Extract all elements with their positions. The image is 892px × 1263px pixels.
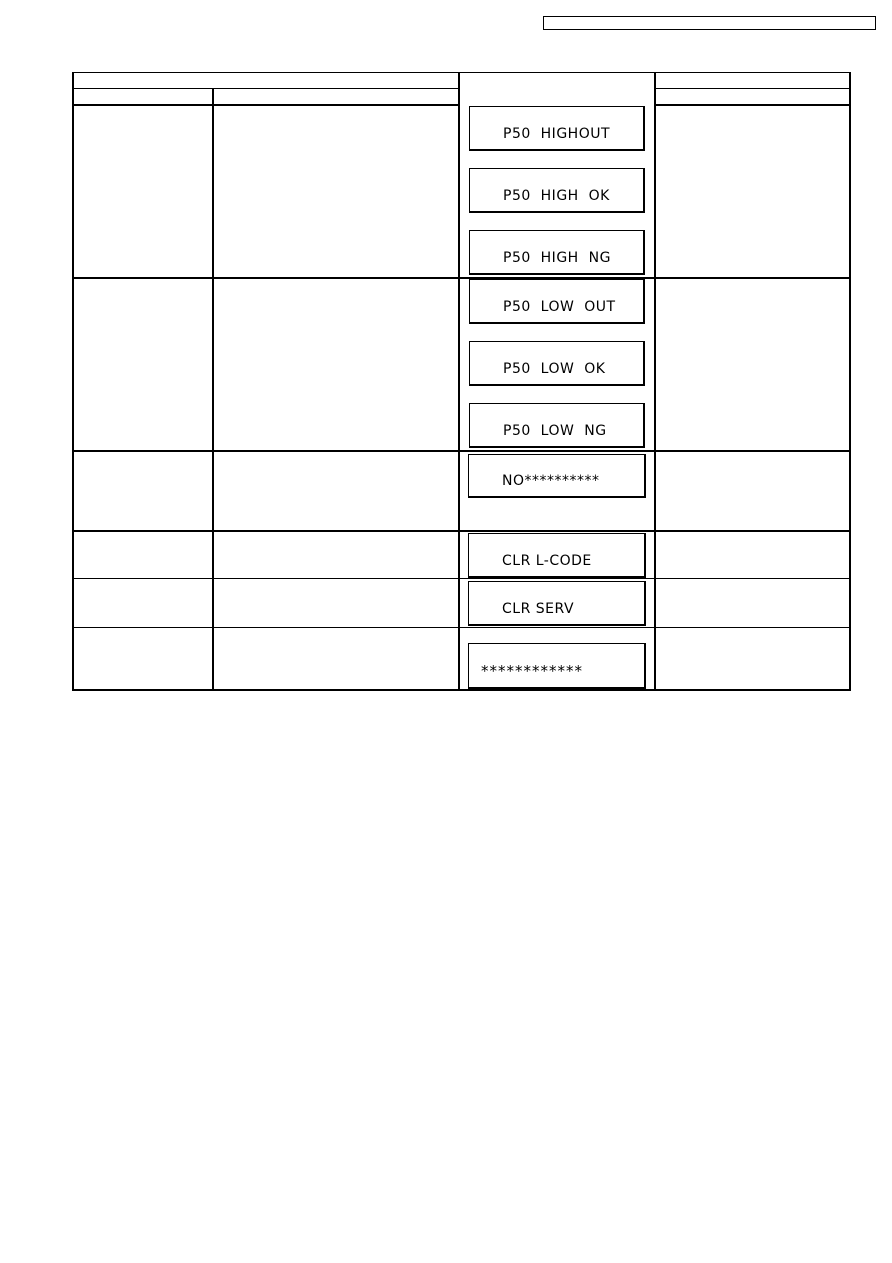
table-rule [72,450,851,452]
lcd-display-number [468,454,646,498]
table-rule [72,88,459,89]
lcd-text: P50 HIGHOUT [503,126,611,142]
lcd-display-p50-high-ng [469,230,645,275]
table-rule [654,72,656,691]
lcd-text: P50 LOW NG [503,423,607,439]
table-rule [655,88,851,89]
lcd-display-clr-lcode [468,533,646,578]
table-rule [212,88,214,691]
table-rule [72,104,459,106]
lcd-display-stars [468,643,646,689]
lcd-display-p50-low-ok [469,341,645,386]
lcd-display-p50-low-ng [469,403,645,448]
lcd-display-p50-high-out [469,106,645,151]
lcd-text: CLR SERV [502,601,575,617]
table-rule [72,72,74,691]
lcd-text: CLR L-CODE [502,553,592,569]
lcd-text: P50 LOW OUT [503,299,616,315]
table-rule [458,72,460,691]
table-rule [72,689,851,691]
table-rule [655,104,851,106]
lcd-text: P50 LOW OK [503,361,606,377]
table-rule [72,277,851,279]
table-rule [72,578,851,579]
header-reference-box [543,16,876,30]
table-rule [849,72,851,691]
table-rule [72,530,851,532]
table-rule [72,72,851,73]
lcd-text: ************ [481,662,583,680]
table-rule [72,627,851,628]
service-mode-table [72,72,851,691]
lcd-text: NO********** [502,473,600,489]
lcd-display-p50-low-out [469,279,645,324]
lcd-text: P50 HIGH NG [503,250,611,266]
lcd-display-clr-serv [468,581,646,626]
lcd-display-p50-high-ok [469,168,645,213]
lcd-text: P50 HIGH OK [503,188,610,204]
